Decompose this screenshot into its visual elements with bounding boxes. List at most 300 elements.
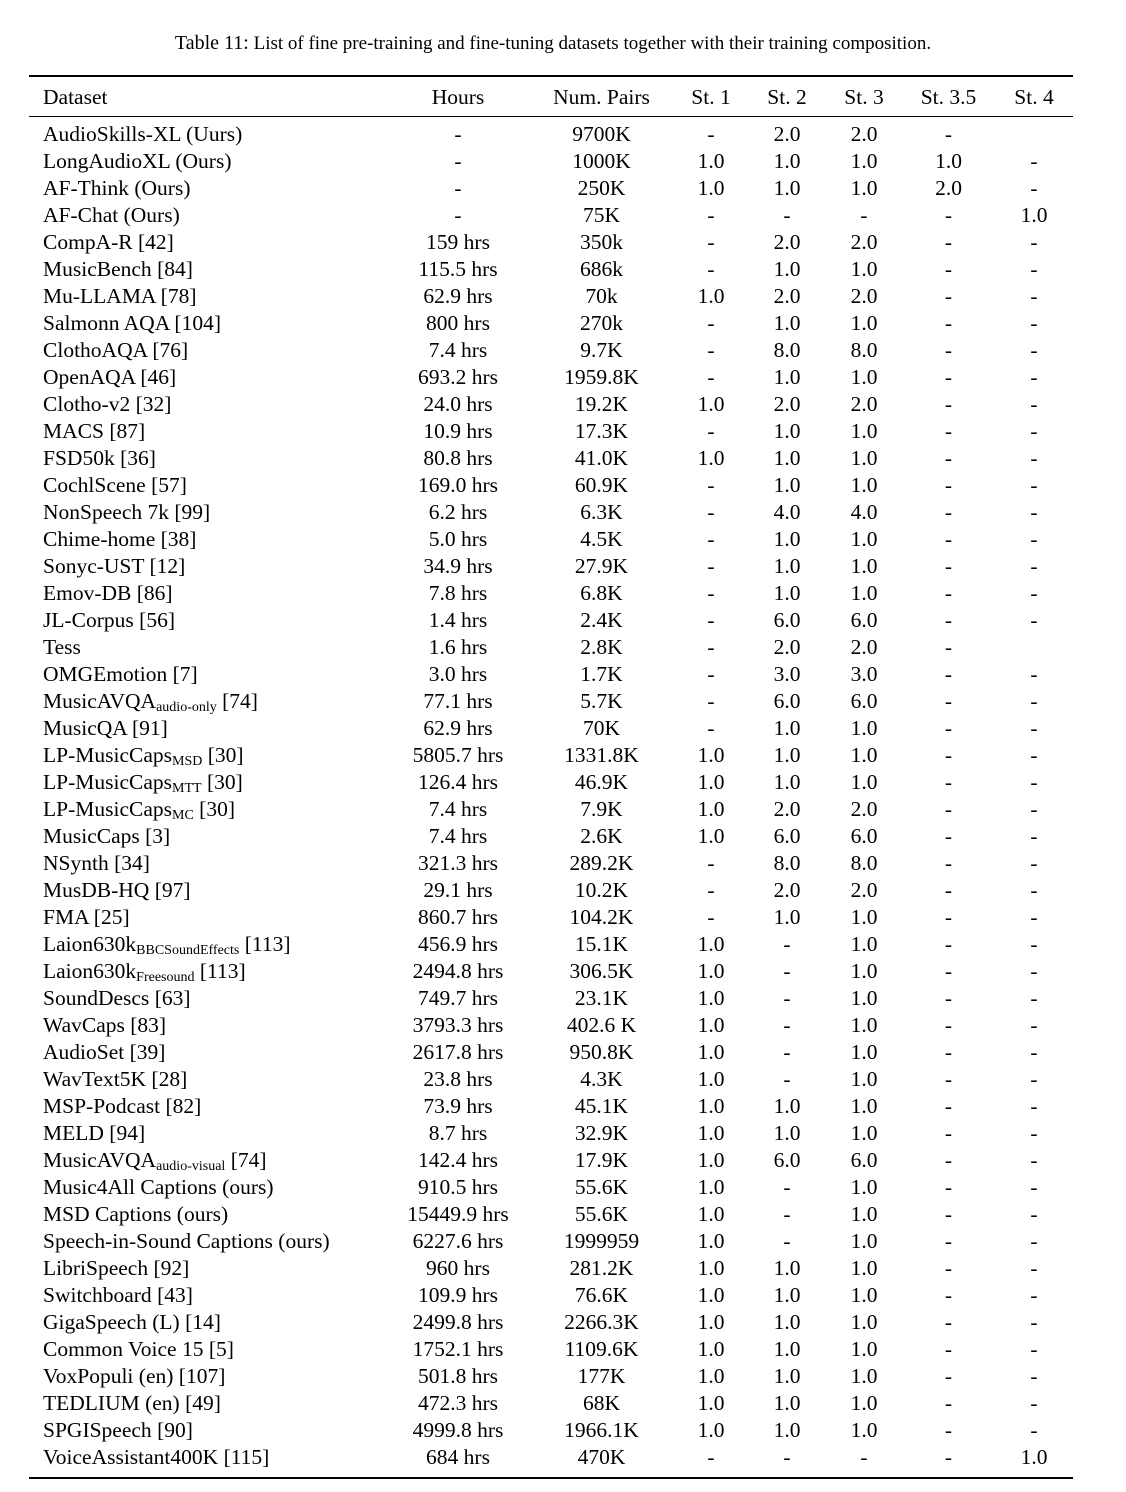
stage-3-cell: 6.0	[850, 689, 878, 713]
hours-cell: 6.2 hrs	[428, 500, 488, 524]
num-pairs-cell: 177K	[577, 1364, 626, 1388]
stage-3-5-cell: -	[944, 311, 953, 335]
table-row	[29, 877, 1073, 904]
num-pairs-cell: 950.8K	[569, 1040, 634, 1064]
stage-1-cell: -	[707, 473, 715, 497]
dataset-cell	[43, 688, 258, 715]
stage-4-cell: -	[1030, 1148, 1038, 1172]
stage-3-cell: 1.0	[850, 1121, 878, 1145]
stage-2-cell: 6.0	[773, 824, 801, 848]
num-pairs-cell: 32.9K	[574, 1121, 629, 1145]
stage-2-cell: -	[783, 1067, 791, 1091]
stage-2-cell: 8.0	[773, 851, 801, 875]
stage-4-cell: -	[1030, 392, 1038, 416]
dataset-cell	[43, 715, 168, 742]
dataset-cell	[43, 877, 191, 904]
stage-3-5-cell: -	[944, 1094, 953, 1118]
table-row	[29, 121, 1073, 148]
table-row	[29, 445, 1073, 472]
dataset-name: MusicAVQA	[43, 1148, 157, 1172]
table-row	[29, 1309, 1073, 1336]
dataset-citation: [86]	[136, 581, 173, 605]
num-pairs-cell: 2266.3K	[564, 1310, 639, 1334]
header-stage-4: St. 4	[1014, 85, 1054, 109]
hours-cell: 3793.3 hrs	[412, 1013, 504, 1037]
stage-1-cell: -	[707, 203, 715, 227]
dataset-name: MELD	[43, 1121, 104, 1145]
stage-3-5-cell: -	[944, 824, 953, 848]
stage-3-cell: 1.0	[850, 554, 878, 578]
dataset-cell	[43, 1093, 201, 1120]
table-row	[29, 688, 1073, 715]
dataset-citation: [99]	[174, 500, 211, 524]
hours-cell: 456.9 hrs	[417, 932, 499, 956]
hours-cell: 8.7 hrs	[428, 1121, 488, 1145]
stage-4-cell: -	[1030, 419, 1038, 443]
stage-3-5-cell: -	[944, 878, 953, 902]
stage-4-cell: -	[1030, 338, 1038, 362]
dataset-citation: [7]	[172, 662, 198, 686]
dataset-subscript: MTT	[172, 781, 202, 796]
num-pairs-cell: 104.2K	[569, 905, 634, 929]
dataset-name: Music4All Captions (ours)	[43, 1175, 274, 1199]
hours-cell: 910.5 hrs	[417, 1175, 499, 1199]
num-pairs-cell: 1999959	[563, 1229, 640, 1253]
stage-1-cell: -	[707, 554, 715, 578]
num-pairs-cell: 686k	[580, 257, 623, 281]
num-pairs-cell: 55.6K	[574, 1175, 629, 1199]
dataset-citation: [92]	[153, 1256, 190, 1280]
dataset-cell	[43, 796, 235, 823]
table-row	[29, 850, 1073, 877]
dataset-cell	[43, 661, 198, 688]
table-row	[29, 823, 1073, 850]
stage-2-cell: 6.0	[773, 608, 801, 632]
hours-cell: 1.4 hrs	[428, 608, 488, 632]
stage-1-cell: -	[707, 365, 715, 389]
table-row	[29, 796, 1073, 823]
stage-4-cell: -	[1030, 716, 1038, 740]
stage-1-cell: -	[707, 608, 715, 632]
dataset-cell	[43, 1039, 165, 1066]
stage-2-cell: 1.0	[773, 365, 801, 389]
hours-cell: 7.4 hrs	[428, 797, 488, 821]
table-row	[29, 985, 1073, 1012]
dataset-name: WavText5K	[43, 1067, 147, 1091]
stage-3-5-cell: -	[944, 1445, 953, 1469]
stage-2-cell: -	[783, 932, 791, 956]
caption-label: Table 11:	[174, 32, 249, 54]
bottom-rule	[29, 1477, 1073, 1479]
stage-2-cell: 1.0	[773, 527, 801, 551]
dataset-subscript: MC	[172, 808, 194, 823]
stage-4-cell: -	[1030, 824, 1038, 848]
stage-4-cell: -	[1030, 1310, 1038, 1334]
stage-1-cell: 1.0	[697, 1067, 725, 1091]
stage-2-cell: 1.0	[773, 905, 801, 929]
stage-3-cell: 1.0	[850, 1337, 878, 1361]
dataset-name: Salmonn AQA	[43, 311, 170, 335]
stage-3-5-cell: 2.0	[935, 176, 962, 200]
stage-3-5-cell: -	[944, 554, 953, 578]
stage-1-cell: 1.0	[697, 959, 725, 983]
stage-4-cell: -	[1030, 1121, 1038, 1145]
dataset-cell	[43, 1174, 274, 1201]
stage-3-cell: 1.0	[850, 1067, 878, 1091]
dataset-name: Laion630k	[43, 932, 137, 956]
hours-cell: 7.8 hrs	[428, 581, 488, 605]
dataset-cell	[43, 769, 243, 796]
stage-1-cell: -	[707, 338, 715, 362]
stage-2-cell: -	[783, 1175, 791, 1199]
stage-3-cell: 1.0	[850, 1310, 878, 1334]
dataset-name: MSP-Podcast	[43, 1094, 161, 1118]
dataset-name: MACS	[43, 419, 104, 443]
stage-3-cell: 1.0	[850, 149, 878, 173]
table-row	[29, 904, 1073, 931]
hours-cell: 80.8 hrs	[423, 446, 493, 470]
dataset-citation: [5]	[208, 1337, 234, 1361]
stage-1-cell: -	[707, 500, 715, 524]
stage-3-5-cell: -	[944, 500, 953, 524]
hours-cell: 5805.7 hrs	[412, 743, 504, 767]
stage-3-5-cell: -	[944, 527, 953, 551]
dataset-cell	[43, 121, 242, 148]
stage-3-cell: 2.0	[850, 635, 878, 659]
stage-3-5-cell: -	[944, 743, 953, 767]
dataset-name: OpenAQA	[43, 365, 135, 389]
num-pairs-cell: 41.0K	[574, 446, 629, 470]
stage-3-5-cell: -	[944, 446, 953, 470]
dataset-name: CompA-R	[43, 230, 133, 254]
dataset-cell	[43, 634, 81, 661]
dataset-cell	[43, 1390, 221, 1417]
table-row	[29, 958, 1073, 985]
stage-4-cell: -	[1030, 257, 1038, 281]
table-row	[29, 607, 1073, 634]
table-row	[29, 1039, 1073, 1066]
hours-cell: 2494.8 hrs	[412, 959, 504, 983]
dataset-citation: [57]	[151, 473, 187, 497]
hours-cell: 6227.6 hrs	[412, 1229, 504, 1253]
dataset-cell	[43, 418, 145, 445]
hours-cell: 960 hrs	[426, 1256, 490, 1280]
stage-3-cell: 1.0	[850, 932, 878, 956]
dataset-cell	[43, 202, 180, 229]
stage-2-cell: 1.0	[773, 770, 801, 794]
num-pairs-cell: 70K	[582, 716, 621, 740]
stage-3-5-cell: -	[944, 1013, 953, 1037]
stage-1-cell: 1.0	[697, 1283, 725, 1307]
stage-4-cell: -	[1030, 797, 1038, 821]
hours-cell: 62.9 hrs	[423, 284, 493, 308]
dataset-citation: [46]	[140, 365, 177, 389]
stage-2-cell: 1.0	[773, 1256, 801, 1280]
dataset-citation: [91]	[132, 716, 168, 740]
num-pairs-cell: 9.7K	[580, 338, 623, 362]
table-row	[29, 1147, 1073, 1174]
stage-2-cell: -	[783, 959, 791, 983]
stage-4-cell: -	[1030, 1418, 1038, 1442]
dataset-citation: [56]	[139, 608, 175, 632]
stage-2-cell: 1.0	[773, 554, 801, 578]
stage-2-cell: 1.0	[773, 257, 801, 281]
dataset-name: MusicBench	[43, 257, 152, 281]
stage-1-cell: -	[707, 527, 715, 551]
dataset-cell	[43, 256, 193, 283]
stage-3-cell: -	[860, 1445, 868, 1469]
dataset-name: Clotho-v2	[43, 392, 131, 416]
num-pairs-cell: 76.6K	[574, 1283, 629, 1307]
stage-3-cell: 1.0	[850, 1418, 878, 1442]
dataset-citation: [83]	[130, 1013, 167, 1037]
table-row	[29, 1120, 1073, 1147]
dataset-name: VoiceAssistant400K	[43, 1445, 219, 1469]
num-pairs-cell: 7.9K	[580, 797, 623, 821]
stage-3-cell: 6.0	[850, 608, 878, 632]
dataset-citation: [42]	[137, 230, 174, 254]
stage-3-5-cell: -	[944, 338, 953, 362]
dataset-cell	[43, 364, 176, 391]
hours-cell: 24.0 hrs	[423, 392, 493, 416]
stage-3-cell: 1.0	[850, 176, 878, 200]
hours-cell: 2617.8 hrs	[412, 1040, 504, 1064]
dataset-citation: [113]	[244, 932, 291, 956]
stage-3-cell: 1.0	[850, 257, 878, 281]
stage-4-cell: -	[1030, 986, 1038, 1010]
stage-3-5-cell: -	[944, 1391, 953, 1415]
num-pairs-cell: 402.6 K	[566, 1013, 637, 1037]
stage-2-cell: 1.0	[773, 176, 801, 200]
num-pairs-cell: 5.7K	[580, 689, 623, 713]
dataset-citation: [36]	[120, 446, 156, 470]
stage-3-5-cell: -	[944, 1229, 953, 1253]
stage-4-cell: -	[1030, 959, 1038, 983]
num-pairs-cell: 17.3K	[574, 419, 629, 443]
stage-4-cell: 1.0	[1020, 1445, 1048, 1469]
dataset-name: JL-Corpus	[43, 608, 134, 632]
stage-4-cell: -	[1030, 176, 1038, 200]
stage-3-cell: 2.0	[850, 878, 878, 902]
stage-1-cell: -	[707, 581, 715, 605]
dataset-cell	[43, 742, 244, 769]
stage-3-cell: 1.0	[850, 1175, 878, 1199]
stage-1-cell: -	[707, 1445, 715, 1469]
num-pairs-cell: 55.6K	[574, 1202, 629, 1226]
dataset-name: SoundDescs	[43, 986, 150, 1010]
dataset-name: AF-Chat (Ours)	[43, 203, 180, 227]
stage-1-cell: -	[707, 905, 715, 929]
table-row	[29, 1255, 1073, 1282]
stage-3-cell: 1.0	[850, 1283, 878, 1307]
stage-4-cell: -	[1030, 770, 1038, 794]
num-pairs-cell: 1109.6K	[564, 1337, 639, 1361]
hours-cell: 34.9 hrs	[423, 554, 493, 578]
dataset-name: LP-MusicCaps	[43, 770, 172, 794]
stage-3-cell: 1.0	[850, 905, 878, 929]
hours-cell: 1752.1 hrs	[412, 1337, 504, 1361]
num-pairs-cell: 1000K	[572, 149, 631, 173]
dataset-cell	[43, 391, 171, 418]
stage-2-cell: 1.0	[773, 1418, 801, 1442]
table-row	[29, 364, 1073, 391]
table-row	[29, 742, 1073, 769]
dataset-cell	[43, 337, 188, 364]
num-pairs-cell: 2.4K	[580, 608, 623, 632]
caption-text: List of fine pre-training and fine-tuning datasets together with their training composition.	[253, 33, 932, 54]
stage-1-cell: 1.0	[697, 1202, 725, 1226]
hours-cell: 7.4 hrs	[428, 338, 488, 362]
hours-cell: 5.0 hrs	[428, 527, 488, 551]
stage-3-cell: 1.0	[850, 959, 878, 983]
dataset-cell	[43, 175, 191, 202]
hours-cell: 749.7 hrs	[417, 986, 499, 1010]
stage-3-cell: 1.0	[850, 770, 878, 794]
dataset-citation: [14]	[185, 1310, 221, 1334]
table-row	[29, 1282, 1073, 1309]
dataset-subscript: MSD	[172, 754, 203, 769]
stage-3-cell: 1.0	[850, 716, 878, 740]
hours-cell: 115.5 hrs	[418, 257, 498, 281]
dataset-cell	[43, 1012, 166, 1039]
stage-3-5-cell: -	[944, 1283, 953, 1307]
stage-1-cell: -	[707, 878, 715, 902]
stage-3-cell: 6.0	[850, 1148, 878, 1172]
dataset-citation: [49]	[185, 1391, 221, 1415]
stage-1-cell: -	[707, 311, 715, 335]
stage-2-cell: 1.0	[773, 1337, 801, 1361]
stage-2-cell: 1.0	[773, 1364, 801, 1388]
stage-4-cell: -	[1030, 743, 1038, 767]
table-row	[29, 715, 1073, 742]
stage-3-5-cell: -	[944, 932, 953, 956]
dataset-cell	[43, 1147, 267, 1174]
stage-3-5-cell: -	[944, 1337, 953, 1361]
dataset-cell	[43, 823, 170, 850]
stage-2-cell: 1.0	[773, 581, 801, 605]
dataset-name: Chime-home	[43, 527, 156, 551]
hours-cell: 77.1 hrs	[423, 689, 493, 713]
stage-3-5-cell: -	[944, 1310, 953, 1334]
stage-2-cell: 1.0	[773, 1121, 801, 1145]
dataset-cell	[43, 850, 150, 877]
hours-cell: 126.4 hrs	[417, 770, 499, 794]
dataset-citation: [82]	[165, 1094, 202, 1118]
stage-1-cell: -	[707, 257, 715, 281]
dataset-subscript: Freesound	[136, 970, 195, 985]
table-row	[29, 580, 1073, 607]
dataset-name: WavCaps	[43, 1013, 125, 1037]
stage-3-5-cell: -	[944, 203, 953, 227]
dataset-name: MusDB-HQ	[43, 878, 150, 902]
stage-3-5-cell: -	[944, 1175, 953, 1199]
table-row	[29, 283, 1073, 310]
stage-2-cell: 2.0	[773, 392, 801, 416]
stage-2-cell: -	[783, 203, 791, 227]
header-dataset: Dataset	[43, 85, 108, 109]
table-row	[29, 1444, 1073, 1471]
stage-4-cell: -	[1030, 527, 1038, 551]
stage-3-cell: 1.0	[850, 986, 878, 1010]
hours-cell: 169.0 hrs	[417, 473, 499, 497]
stage-1-cell: 1.0	[697, 797, 725, 821]
stage-4-cell: -	[1030, 500, 1038, 524]
dataset-cell	[43, 580, 173, 607]
table-row	[29, 418, 1073, 445]
hours-cell: 684 hrs	[426, 1445, 490, 1469]
header-num-pairs: Num. Pairs	[553, 85, 650, 109]
stage-3-5-cell: -	[944, 419, 953, 443]
dataset-name: Emov-DB	[43, 581, 132, 605]
stage-1-cell: 1.0	[697, 392, 725, 416]
num-pairs-cell: 306.5K	[569, 959, 634, 983]
stage-4-cell: -	[1030, 1202, 1038, 1226]
stage-4-cell: -	[1030, 1283, 1038, 1307]
stage-4-cell: -	[1030, 1229, 1038, 1253]
stage-3-cell: 8.0	[850, 851, 878, 875]
stage-3-cell: 1.0	[850, 743, 878, 767]
header-stage-3: St. 3	[844, 85, 884, 109]
table-row	[29, 175, 1073, 202]
dataset-name: ClothoAQA	[43, 338, 147, 362]
stage-4-cell: -	[1030, 311, 1038, 335]
dataset-cell	[43, 958, 246, 985]
num-pairs-cell: 2.6K	[580, 824, 623, 848]
stage-3-5-cell: -	[944, 284, 953, 308]
stage-3-5-cell: -	[944, 608, 953, 632]
dataset-citation: [84]	[157, 257, 193, 281]
header-stage-1: St. 1	[691, 85, 731, 109]
dataset-cell	[43, 985, 191, 1012]
stage-1-cell: 1.0	[697, 986, 725, 1010]
stage-4-cell: -	[1030, 473, 1038, 497]
num-pairs-cell: 9700K	[572, 122, 631, 146]
stage-1-cell: 1.0	[697, 1094, 725, 1118]
stage-4-cell: -	[1030, 1175, 1038, 1199]
hours-cell: 109.9 hrs	[417, 1283, 499, 1307]
dataset-name: LP-MusicCaps	[43, 743, 172, 767]
dataset-citation: [30]	[207, 743, 244, 767]
stage-2-cell: 8.0	[773, 338, 801, 362]
stage-3-cell: 1.0	[850, 527, 878, 551]
stage-4-cell: -	[1030, 1013, 1038, 1037]
num-pairs-cell: 1959.8K	[564, 365, 639, 389]
num-pairs-cell: 6.8K	[580, 581, 623, 605]
table-row	[29, 1336, 1073, 1363]
stage-2-cell: -	[783, 1445, 791, 1469]
dataset-cell	[43, 1336, 234, 1363]
stage-1-cell: 1.0	[697, 1337, 725, 1361]
num-pairs-cell: 27.9K	[574, 554, 629, 578]
dataset-cell	[43, 499, 210, 526]
hours-cell: 472.3 hrs	[417, 1391, 499, 1415]
dataset-subscript: audio-only	[156, 700, 217, 715]
stage-3-cell: 1.0	[850, 1391, 878, 1415]
stage-3-cell: 8.0	[850, 338, 878, 362]
stage-3-cell: 2.0	[850, 122, 878, 146]
hours-cell: 15449.9 hrs	[407, 1202, 509, 1226]
dataset-name: NonSpeech 7k	[43, 500, 169, 524]
stage-1-cell: 1.0	[697, 446, 725, 470]
stage-3-5-cell: -	[944, 851, 953, 875]
dataset-name: NSynth	[43, 851, 109, 875]
dataset-cell	[43, 1066, 187, 1093]
stage-1-cell: -	[707, 689, 715, 713]
table-row	[29, 256, 1073, 283]
stage-4-cell: -	[1030, 230, 1038, 254]
stage-3-5-cell: -	[944, 1202, 953, 1226]
stage-3-5-cell: -	[944, 230, 953, 254]
